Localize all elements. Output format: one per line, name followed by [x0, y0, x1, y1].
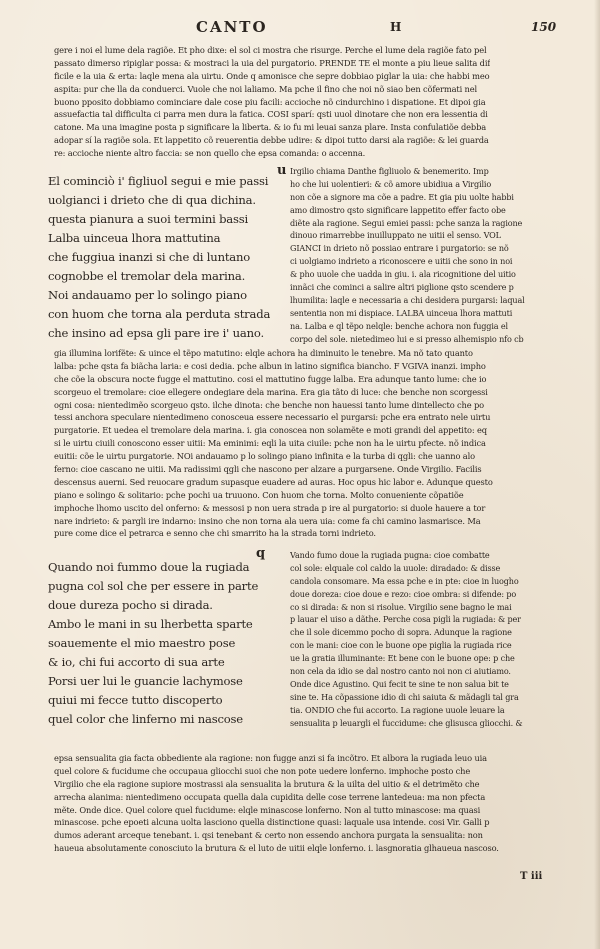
commentary-line: mẽte. Onde dice. Quel colore quel fucidume: elqle minascose lonferno. Non al tutto minascose: ma quasi — [54, 804, 481, 815]
commentary-line: catone. Ma una imagine posta p significare la liberta. & io fu mi leuai sanza plare. Insta confulatiõe debba — [54, 122, 487, 133]
verse-tercets-2 — [48, 558, 258, 729]
commentary-line: descensus auerni. Sed reuocare gradum supasque euadere ad auras. Hoc opus hic labor e. Adunque questo — [54, 476, 493, 487]
verse-line: Porsi uer lui le guancie lachymose — [48, 674, 243, 688]
commentary-line: scorgeuo el tremolare: cioe ellegere ondegiare dela marina. Era gia tãto di luce: che benche non scorgessi — [54, 386, 488, 397]
verse-line: che fuggiua inanzi si che di luntano — [48, 250, 251, 264]
commentary-line: dinouo rimarrebbe inuilluppato ne uitii el senso. VOL — [290, 230, 501, 241]
commentary-line: non cela da idio se dal nostro canto noi non ci aiutiamo. — [290, 666, 511, 677]
footer-signature-mark: T iii — [520, 871, 543, 882]
commentary-line: con le mani: cioe con le buone ope piglia la rugiada rice — [290, 640, 512, 651]
commentary-line: che cõe la obscura nocte fugge el mattutino. cosi el mattutino fugge lalba. Era adunque tanto lume: che io — [54, 373, 487, 384]
commentary-line: gia illumina lorifẽte: & uince el tẽpo matutino: elqle achora ha diminuito le tenebre. Ma nõ tato quanto — [54, 348, 473, 358]
commentary-line: Virgilio che ela ragione supiore mostrassi ala sensualita la brutura & la uilta del uitio & el detrimẽto che — [54, 778, 480, 789]
commentary-line: doue doreza: cioe doue e rezo: cioe ombra: si difende: po — [290, 588, 517, 599]
page-edge-shadow — [594, 0, 600, 949]
commentary-line: GIANCI in drieto nõ possiao entrare i purgatorio: se nõ — [290, 243, 509, 254]
commentary-line: buono pposito dobbiamo cominciare dale cose piu facili: accioche nõ cindurchino i dispatione. Et dipoi gia — [54, 96, 486, 107]
commentary-line: pure come dice el petrarca e senno che chi smarrito ha la strada torni indrieto. — [54, 528, 376, 539]
signature-mark: H — [390, 20, 402, 34]
commentary-line: purgatorie. Et uedea el tremolare dela marina. i. gia conoscea non solamẽte e moti grandi del appetito: eq — [54, 425, 487, 436]
commentary-line: ogni cosa: nientedimẽo scorgeuo qsto. ilche dinota: che benche non hauessi tanto lume dintellecto che po — [54, 399, 484, 410]
commentary-line: ho che lui uolentieri: & cõ amore ubidiua a Virgilio — [290, 178, 492, 189]
commentary-right-1 — [290, 165, 525, 345]
commentary-line: nare indrieto: & pargli ire indarno: insino che non torna ala uera uia: come fa chi camino lasmarisce. Ma — [54, 515, 481, 526]
commentary-line: re: accioche niente altro faccia: se non quello che epsa comanda: o accenna. — [54, 148, 366, 159]
commentary-line: co si dirada: & non si risolue. Virgilio sene bagno le mai — [290, 601, 512, 612]
verse-line: Ambo le mani in su lherbetta sparte — [48, 617, 253, 631]
commentary-middle — [54, 347, 493, 540]
verse-line: Quando noi fummo doue la rugiada — [48, 560, 250, 574]
verse-line: doue dureza pocho si dirada. — [48, 598, 213, 612]
commentary-line: minascose. pche epoeti alcuna uolta lasciono quella distinctione quasi: laquale usa intende. cosi Vir. Galli p — [54, 817, 490, 828]
commentary-line: gere i noi el lume dela ragiõe. Et pho dixe: el sol ci mostra che risurge. Perche el lume dela ragiõe fato pel — [54, 45, 487, 55]
commentary-line: piano e solingo & solitario: pche pochi ua truuono. Con huom che torna. Molto conueniente cõpatiõe — [54, 489, 464, 500]
verse-tercets-1 — [48, 172, 270, 343]
commentary-line: lhumilita: laqle e necessaria a chi desidera purgarsi: laqual — [290, 294, 525, 305]
commentary-line: na. Lalba e ql tẽpo nelqle: benche achora non fuggia el — [290, 320, 508, 331]
verse-line: uolgianci i drieto che di qua dichina. — [48, 193, 256, 207]
verse-line: quel color che linferno mi nascose — [48, 712, 243, 726]
commentary-line: dumos aderant arceque tenebant. i. qsi tenebant & certo non essendo anchora purgata la sensualita: non — [54, 830, 483, 841]
commentary-line: Onde dice Agustino. Qui fecit te sine te non salua bit te — [290, 678, 509, 689]
commentary-line: epsa sensualita gia facta obbediente ala ragione: non fugge anzi si fa incõtro. Et albora la rugiada leuo uia — [54, 753, 487, 763]
commentary-line: si le uirtu ciuili conoscono esser uitii: Ma eminimi: eqli la uita ciuile: pche non ha le uirtu pfecte. nõ indica — [54, 438, 486, 449]
commentary-line: lalba: pche qsta fa biãcha laria: e cosi dedia. pche albun in latino significa biancho. F VGIVA inanzi. impho — [54, 360, 486, 371]
verse-line: El cominciò i' figliuol segui e mie passi — [48, 174, 269, 188]
commentary-line: sententia non mi dispiace. LALBA uinceua lhora mattuti — [290, 307, 513, 318]
commentary-line: ue la gratia illuminante: Et bene con le buone ope: p che — [290, 653, 515, 664]
commentary-right-2 — [290, 549, 523, 729]
commentary-line: Vando fumo doue la rugiada pugna: cioe combatte — [290, 550, 490, 560]
verse-line: questa pianura a suoi termini bassi — [48, 212, 249, 226]
commentary-line: che il sole dicemmo pocho di sopra. Adunque la ragione — [290, 627, 512, 638]
commentary-line: euitii: cõe le uirtu purgatorie. NOi andauamo p lo solingo piano infinita e la turba di qgli: che uanno alo — [54, 451, 475, 462]
commentary-line: adopar sí la ragiõe sola. Et lappetito cõ reuerentia debbe udire: & dipoi tutto darsi ala ragiõe: & lei guarda — [54, 135, 489, 146]
verse-line: Lalba uinceua lhora mattutina — [48, 231, 221, 245]
verse-line: & io, chi fui accorto di sua arte — [48, 655, 225, 669]
commentary-line: Irgilio chiama Danthe figliuolo & benemerito. Imp — [290, 166, 489, 176]
commentary-line: ci uolgiamo indrieto a riconoscere e uitii che sono in noi — [290, 256, 513, 267]
commentary-line: imphoche lhomo uscito del onferno: & messosi p non uera strada p ire al purgatorio: si duole hauere a tor — [54, 502, 486, 513]
commentary-line: sine te. Ha cõpassione idio di chi saiuta & mãdagli tal gra — [290, 691, 519, 702]
folio-number: 150 — [531, 20, 557, 34]
commentary-line: corpo del sole. nietedimeo lui e si presso alhemispio nfo cb — [290, 333, 524, 344]
canto-heading: CANTO — [196, 18, 268, 36]
running-header — [0, 16, 600, 40]
commentary-line: col sole: elquale col caldo la uuole: diradado: & disse — [290, 562, 501, 573]
commentary-line: quel colore & fucidume che occupaua gliocchi suoi che non pote uedere lonferno. imphoche posto che — [54, 765, 471, 776]
commentary-bottom — [54, 752, 499, 855]
verse-line: soauemente el mio maestro pose — [48, 636, 236, 650]
commentary-line: candola consomare. Ma essa pche e in pte: cioe in luogho — [290, 575, 519, 586]
commentary-line: ferno: cioe cascano ne uitii. Ma radissimi qgli che nascono per alzare a purgarsene. Onde Virgilio. Facilis — [54, 464, 482, 475]
commentary-line: arrecha alanima: nientedimeno occupata quella dala cupidita delle cose terrene lantedeua: ma non pfecta — [54, 791, 486, 802]
commentary-line: sensualita p leuargli el fuccidume: che glisusca gliocchi. & — [290, 717, 523, 728]
verse-line: che insino ad epsa gli pare ire i' uano. — [48, 326, 264, 340]
verse-line: con huom che torna ala perduta strada — [48, 307, 271, 321]
commentary-line: ficile e la uia & erta: laqle mena ala uirtu. Onde q amonisce che sepre dobbiao piglar la uia: che habbi meo — [54, 70, 490, 81]
verse-line: Noi andauamo per lo solingo piano — [48, 288, 247, 302]
commentary-line: diẽte ala ragione. Segui emiei passi: pche sanza la ragione — [290, 217, 523, 228]
verse-line: quiui mi fecce tutto discoperto — [48, 693, 223, 707]
commentary-line: p lauar el uiso a dãthe. Perche cosa pigli la rugiada: & per — [290, 614, 521, 625]
commentary-top — [54, 44, 490, 160]
commentary-line: innãci che cominci a salire altri piglione qsto scendere p — [290, 282, 514, 293]
commentary-line: amo dimostro qsto significare lappetito effer facto obe — [290, 204, 506, 215]
commentary-line: non cõe a signore ma cõe a padre. Et gia piu uolte habbi — [290, 191, 514, 202]
commentary-line: haueua absolutamente conosciuto la brutura & el luto de uitii elqle lonferno. i. lasgnoratia glhaueua nascoso. — [54, 843, 499, 854]
verse-line: pugna col sol che per essere in parte — [48, 579, 259, 593]
commentary-line: assuefactia tal difficulta ci parra men dura la fatica. COSI sparí: qsti uuol dinotare che non era lessentia di — [54, 109, 488, 120]
commentary-line: tia. ONDIO che fui accorto. La ragione uuole leuare la — [290, 704, 505, 715]
commentary-line: & pho uuole che uadda in giu. i. ala ricognitione del uitio — [290, 269, 516, 280]
commentary-line: tessi anchora speculare nientedimeno conosceua essere necessario el purgarsi: pche era entrato nele uirtu — [54, 412, 491, 423]
commentary-line: aspita: pur che lla da conduerci. Vuole che noi laliamo. Ma pche il fino che noi nõ siao ben cõfermati nel — [54, 83, 478, 94]
commentary-initial-q: q — [256, 546, 266, 561]
commentary-initial-u: u — [277, 163, 287, 178]
verse-line: cognobbe el tremolar dela marina. — [48, 269, 246, 283]
commentary-line: passato dimerso ripiglar possa: & mostraci la uia del purgatorio. PRENDE TE el monte a piu lieue salita dif — [54, 57, 491, 68]
